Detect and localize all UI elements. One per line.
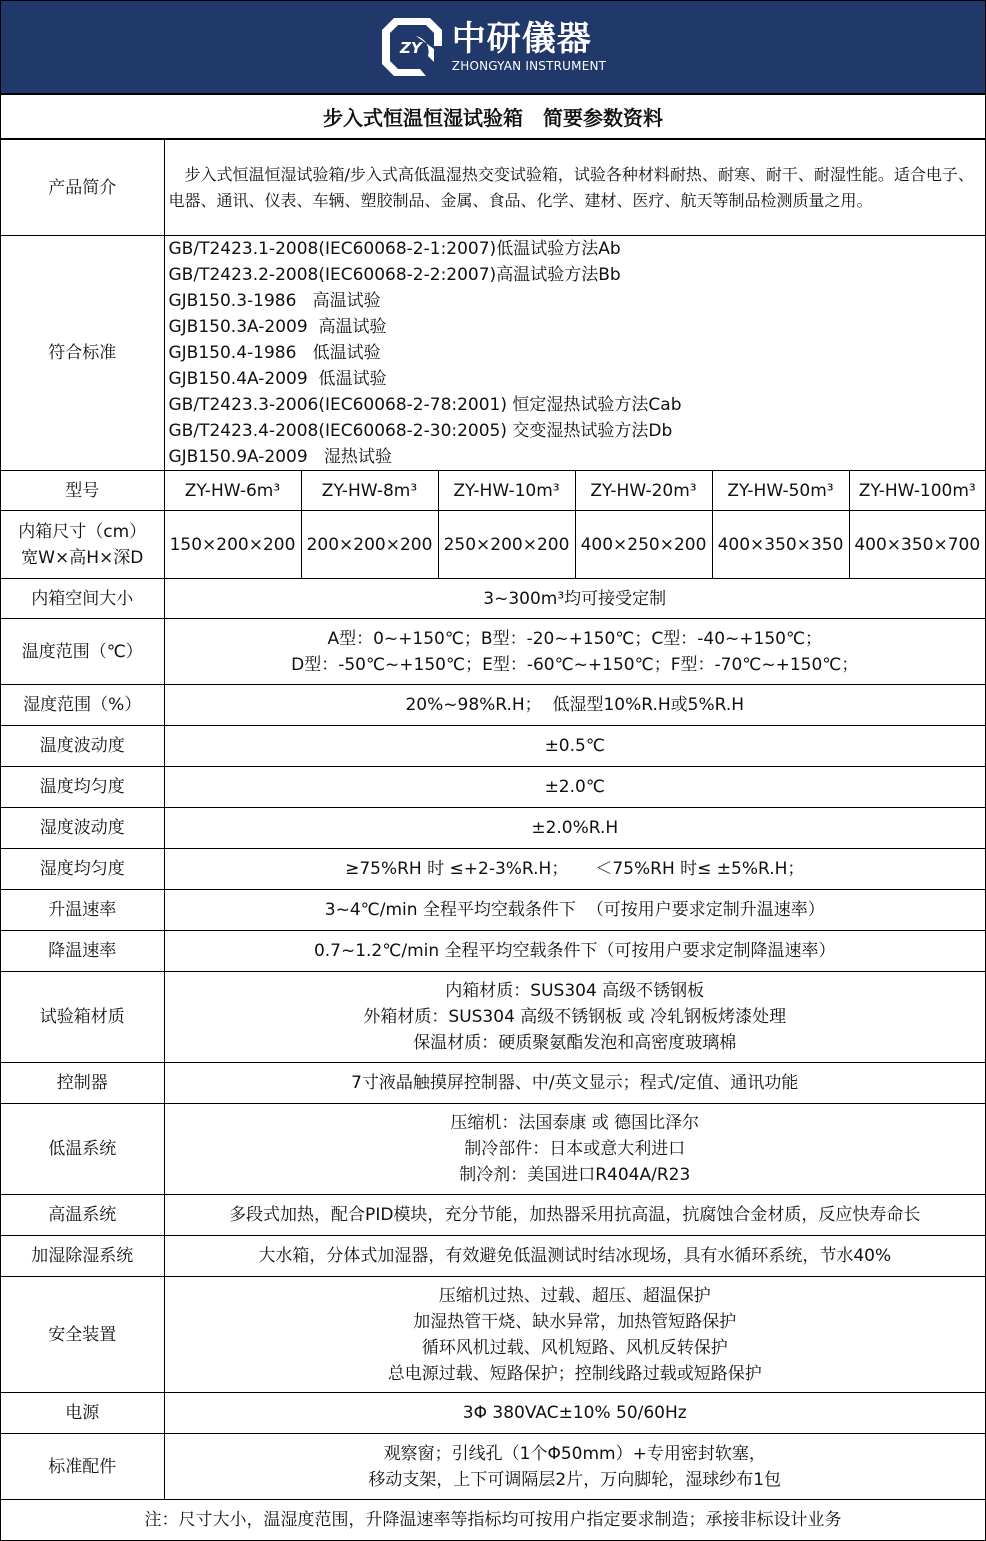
value-line: D型：-50℃~+150℃；E型：-60℃~+150℃；F型：-70℃~+150℃； — [291, 654, 859, 675]
table-row-humidity-fluctuation — [1, 808, 985, 849]
standard-item: GJB150.9A-2009 湿热试验 — [168, 447, 392, 467]
row-label: 安全装置 — [1, 1277, 164, 1393]
row-label: 标准配件 — [1, 1434, 164, 1500]
dimension-cell: 400×250×200 — [575, 511, 712, 579]
row-value — [164, 1277, 985, 1393]
table-row-power — [1, 1393, 985, 1434]
value-line: 制冷剂：美国进口R404A/R23 — [459, 1165, 691, 1185]
value-line: 保温材质：硬质聚氨酯发泡和高密度玻璃棉 — [413, 1033, 737, 1053]
standard-item: GB/T2423.2-2008(IEC60068-2-2:2007)高温试验方法Bb — [168, 265, 621, 285]
table-row-humidity-uniformity — [1, 849, 985, 890]
table-row-dimensions — [1, 511, 985, 579]
row-label — [1, 511, 164, 579]
row-label: 升温速率 — [1, 890, 164, 931]
footnote: 注：尺寸大小，温湿度范围，升降温速率等指标均可按用户指定要求制造；承接非标设计业务 — [1, 1500, 985, 1540]
row-value — [164, 619, 985, 685]
header-banner — [1, 1, 985, 95]
row-label: 降温速率 — [1, 931, 164, 972]
label-line: 宽W×高H×深D — [21, 547, 144, 568]
standard-item: GB/T2423.1-2008(IEC60068-2-1:2007)低温试验方法Ab — [168, 239, 621, 259]
table-row-models — [1, 471, 985, 511]
table-row-humidify-system — [1, 1236, 985, 1277]
model-cell: ZY-HW-6m³ — [164, 471, 301, 511]
row-value: 7寸液晶触摸屏控制器、中/英文显示；程式/定值、通讯功能 — [164, 1063, 985, 1104]
table-row-temp-range — [1, 619, 985, 685]
standard-item: GJB150.3A-2009 高温试验 — [168, 317, 387, 337]
row-label: 产品简介 — [1, 140, 164, 236]
table-row-controller — [1, 1063, 985, 1104]
row-label: 内箱空间大小 — [1, 579, 164, 619]
value-line: A型：0~+150℃；B型：-20~+150℃；C型：-40~+150℃； — [327, 628, 823, 649]
table-row-heating-rate — [1, 890, 985, 931]
row-label: 温度波动度 — [1, 726, 164, 767]
dimension-cell: 400×350×350 — [712, 511, 849, 579]
value-line: 加湿热管干烧、缺水异常，加热管短路保护 — [413, 1311, 737, 1332]
spec-table — [1, 139, 985, 1540]
row-value: 3~4℃/min 全程平均空载条件下 （可按用户要求定制升温速率） — [164, 890, 985, 931]
table-row-intro — [1, 140, 985, 236]
page-title: 步入式恒温恒湿试验箱 简要参数资料 — [1, 95, 985, 139]
table-row-low-temp-system — [1, 1104, 985, 1195]
row-label: 温度范围（℃） — [1, 619, 164, 685]
table-row-high-temp-system — [1, 1195, 985, 1236]
row-label: 型号 — [1, 471, 164, 511]
row-label: 低温系统 — [1, 1104, 164, 1195]
row-value: 3~300m³均可接受定制 — [164, 579, 985, 619]
value-line: 制冷部件：日本或意大利进口 — [464, 1139, 686, 1159]
model-cell: ZY-HW-10m³ — [438, 471, 575, 511]
brand-name-en: ZHONGYAN INSTRUMENT — [451, 59, 607, 73]
table-row-space — [1, 579, 985, 619]
value-line: 观察窗；引线孔（1个Φ50mm）+专用密封软塞， — [383, 1443, 766, 1464]
row-value: ±0.5℃ — [164, 726, 985, 767]
row-value: 多段式加热，配合PID模块，充分节能，加热器采用抗高温，抗腐蚀合金材质，反应快寿命长 — [164, 1195, 985, 1236]
value-line: 移动支架，上下可调隔层2片，万向脚轮，湿球纱布1包 — [368, 1469, 782, 1490]
dimension-cell: 200×200×200 — [301, 511, 438, 579]
row-label: 控制器 — [1, 1063, 164, 1104]
table-row-accessories — [1, 1434, 985, 1500]
row-value: ±2.0℃ — [164, 767, 985, 808]
model-cell: ZY-HW-20m³ — [575, 471, 712, 511]
row-value: ±2.0%R.H — [164, 808, 985, 849]
row-label: 湿度范围（%） — [1, 685, 164, 726]
row-value — [164, 1104, 985, 1195]
table-row-material — [1, 972, 985, 1063]
table-row-safety — [1, 1277, 985, 1393]
table-row-cooling-rate — [1, 931, 985, 972]
table-row-humidity-range — [1, 685, 985, 726]
zy-logo-icon — [380, 16, 444, 78]
model-cell: ZY-HW-100m³ — [849, 471, 985, 511]
table-row-standards — [1, 236, 985, 471]
label-line: 内箱尺寸（cm） — [18, 521, 147, 542]
model-cell: ZY-HW-50m³ — [712, 471, 849, 511]
row-label: 符合标准 — [1, 236, 164, 471]
row-label: 电源 — [1, 1393, 164, 1434]
brand-logo — [380, 16, 606, 78]
dimension-cell: 250×200×200 — [438, 511, 575, 579]
row-value — [164, 1434, 985, 1500]
standard-item: GJB150.3-1986 高温试验 — [168, 291, 381, 311]
standard-item: GB/T2423.3-2006(IEC60068-2-78:2001) 恒定湿热试验方法Cab — [168, 395, 682, 415]
dimension-cell: 150×200×200 — [164, 511, 301, 579]
brand-name-cn: 中研儀器 — [451, 19, 592, 59]
row-label: 试验箱材质 — [1, 972, 164, 1063]
value-line: 循环风机过载、风机短路、风机反转保护 — [421, 1337, 728, 1358]
table-row-temp-uniformity — [1, 767, 985, 808]
row-label: 湿度波动度 — [1, 808, 164, 849]
row-value: 20%~98%R.H； 低湿型10%R.H或5%R.H — [164, 685, 985, 726]
model-cell: ZY-HW-8m³ — [301, 471, 438, 511]
row-label: 高温系统 — [1, 1195, 164, 1236]
row-value — [164, 972, 985, 1063]
intro-text: 步入式恒温恒湿试验箱/步入式高低温湿热交变试验箱，试验各种材料耐热、耐寒、耐干、耐湿性能。适合电子、电器、通讯、仪表、车辆、塑胶制品、金属、食品、化学、建材、医疗、航天等制品检测质量之用。 — [164, 140, 985, 236]
table-row-temp-fluctuation — [1, 726, 985, 767]
value-line: 压缩机：法国泰康 或 德国比泽尔 — [450, 1113, 700, 1133]
row-label: 温度均匀度 — [1, 767, 164, 808]
dimension-cell: 400×350×700 — [849, 511, 985, 579]
row-value: 大水箱，分体式加湿器，有效避免低温测试时结冰现场，具有水循环系统，节水40% — [164, 1236, 985, 1277]
row-label: 湿度均匀度 — [1, 849, 164, 890]
value-line: 压缩机过热、过载、超压、超温保护 — [438, 1285, 711, 1306]
svg-text:ZY: ZY — [399, 39, 422, 57]
row-value: 3Φ 380VAC±10% 50/60Hz — [164, 1393, 985, 1434]
standards-list — [164, 236, 985, 471]
row-label: 加湿除湿系统 — [1, 1236, 164, 1277]
table-row-note — [1, 1500, 985, 1540]
value-line: 内箱材质：SUS304 高级不锈钢板 — [445, 981, 705, 1001]
row-value: ≥75%RH 时 ≤+2-3%R.H； ＜75%RH 时≤ ±5%R.H； — [164, 849, 985, 890]
row-value: 0.7~1.2℃/min 全程平均空载条件下（可按用户要求定制降温速率） — [164, 931, 985, 972]
value-line: 总电源过载、短路保护；控制线路过载或短路保护 — [387, 1363, 762, 1384]
standard-item: GJB150.4-1986 低温试验 — [168, 343, 381, 363]
standard-item: GJB150.4A-2009 低温试验 — [168, 369, 387, 389]
standard-item: GB/T2423.4-2008(IEC60068-2-30:2005) 交变湿热试验方法Db — [168, 421, 673, 441]
value-line: 外箱材质：SUS304 高级不锈钢板 或 冷轧钢板烤漆处理 — [363, 1007, 787, 1027]
